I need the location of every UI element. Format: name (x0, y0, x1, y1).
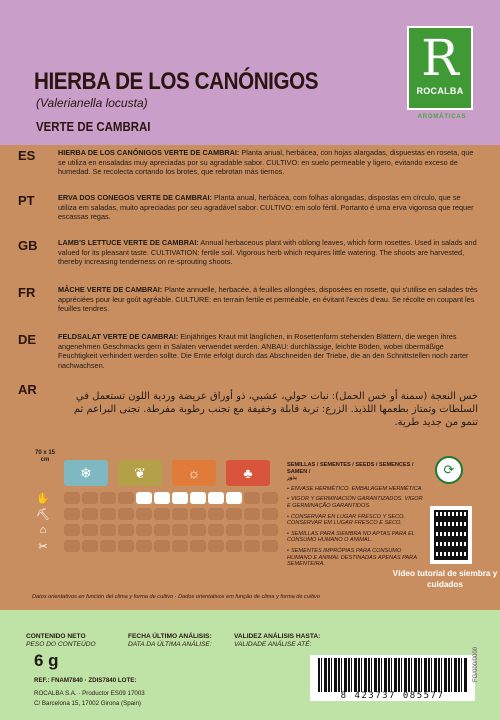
lang-heading: LAMB'S LETTUCE VERTE DE CAMBRAI: (58, 238, 199, 247)
leaf-icon: ❦ (118, 460, 162, 486)
calendar-cell (118, 540, 134, 552)
calendar-cell (262, 492, 278, 504)
side-code: FG/000/0000 (473, 646, 479, 682)
calendar-cell (64, 492, 80, 504)
calendar-cell (262, 508, 278, 520)
calendar-cell (262, 540, 278, 552)
calendar-cell (64, 540, 80, 552)
calendar-cell (118, 524, 134, 536)
calendar-cell (226, 540, 242, 552)
analysis-label (128, 633, 212, 648)
analysis-label-pt: DATA DA ÚLTIMA ANÁLISE: (128, 640, 212, 648)
calendar-cell (172, 540, 188, 552)
calendar-cell (244, 540, 260, 552)
net-weight: 6 g (34, 651, 59, 670)
greenhouse-icon: ⌂ (39, 524, 47, 536)
lang-text (58, 193, 478, 222)
lang-heading: ERVA DOS CONEGOS VERTE DE CAMBRAI: (58, 193, 212, 202)
brand-logo (407, 26, 473, 110)
lang-text (58, 148, 478, 177)
lang-body: Planta anual, herbácea, com folhas alongadas, dispostas em círculo, que se utiliza em saladas, muito apreciadas por seu agradável sabor. CULTIVO: em solo fértil. Portanto é uma erva vigorosa que requer escassas regas. (58, 193, 474, 222)
calendar-row (64, 524, 280, 536)
content-label-es: CONTENIDO NETO (26, 633, 86, 640)
calendar-cell (226, 508, 242, 520)
calendar-cell (154, 508, 170, 520)
product-title: HIERBA DE LOS CANÓNIGOS (34, 68, 319, 95)
seed-legend (287, 462, 427, 568)
qr-caption: Vídeo tutorial de siembra y cuidados (392, 569, 498, 589)
legend-item: • VIGOR Y GERMINACIÓN GARANTIZADOS. VIGOR E GERMINAÇÃO GARANTIDOS. (287, 496, 427, 509)
analysis-label-es: FECHA ÚLTIMO ANÁLISIS: (128, 633, 212, 640)
calendar-cell (100, 492, 116, 504)
calendar-cell (100, 508, 116, 520)
calendar-cell (136, 524, 152, 536)
lang-body: Annual herbaceous plant with oblong leaves, which form rosettes. Used in salads and valued for its pleasant taste. CULTIVATION: fertile soil. Vigorous herb which requires little watering. The shoots are harvested, thereby increasing tenderness on re-sprouting shoots. (58, 238, 477, 267)
lang-body: Einjähriges Kraut mit länglichen, in Rosettenform stehenden Blättern, die wegen ihres angenehmen Geschmacks gern in Salaten verwendet werden. ANBAU: durchlässige, leichte Böden, wobei übermäßige Feuchtigkeit verhindert werden sollte. Die Ernte erfolgt durch das Abschneiden der Triebe, die an den Schnittstellen noch zarter nachwachsen. (58, 332, 469, 371)
lang-body: Plante annuelle, herbacée, à feuilles allongées, disposées en rosette, qui s'utilise en salades très appréciées pour leur goût agréable. CULTURE: en terrain fertile et perméable, en évitant l'excès d'eau. Se récolte en coupant les feuilles tendres. (58, 285, 478, 314)
calendar-cell (190, 492, 206, 504)
calendar-cell (136, 508, 152, 520)
calendar-cell (100, 540, 116, 552)
calendar-cell (82, 524, 98, 536)
lang-text (58, 285, 478, 314)
barcode-bars (318, 658, 468, 692)
brand-name: ROCALBA (416, 86, 464, 96)
brand-subtitle: AROMÁTICAS (417, 114, 467, 120)
reference: REF.: FNAM7840 · ZDIS7840 LOTE: (34, 677, 137, 684)
snowflake-icon: ❄ (64, 460, 108, 486)
calendar-cell (154, 524, 170, 536)
company: ROCALBA S.A. · Productor ES09 17003 (34, 690, 145, 697)
lang-code: FR (18, 285, 36, 300)
calendar-cell (190, 508, 206, 520)
legend-item: • SEMILLAS PARA SIEMBRA NO APTAS PARA EL CONSUMO HUMANO O ANIMAL. (287, 531, 427, 544)
barcode (310, 655, 475, 701)
lang-code: PT (18, 193, 35, 208)
legend-heading-ar: بذور (287, 475, 297, 482)
lang-body: Planta anual, herbácea, con hojas alargadas, dispuestas en roseta, que se utiliza en ensaladas muy apreciadas por su agradable sabor. CULTIVO: en suelo permeable y ligero, evitando exceso de humedad. Se recolecta cortando los brotes, que rebrotan más tiernos. (58, 148, 474, 177)
calendar-cell (226, 492, 242, 504)
calendar-cell (226, 524, 242, 536)
validity-label-es: VALIDEZ ANÁLISIS HASTA: (234, 633, 321, 640)
content-label-pt: PESO DO CONTEÚDO (26, 640, 96, 648)
harvest-icon: ✂ (38, 540, 48, 553)
calendar-cell (172, 524, 188, 536)
calendar-row (64, 508, 280, 520)
lang-text: خس النعجة (سمنة أو خس الحمل): نبات حولي، عشبي، ذو أوراق عريضة وردية اللون تستعمل في السلطات وتمتاز بطعمها اللذيذ. الزرع: تربة قابلة وخفيفة مع تجنب رطوبة مفرطة. تجنى البراعم ثم تنمو من جديد طرية. (73, 391, 478, 428)
calendar-cell (82, 508, 98, 520)
legend-item: • CONSERVAR EN LUGAR FRESCO Y SECO. CONSERVAR EM LUGAR FRESCO E SECO. (287, 514, 427, 527)
latin-name: (Valerianella locusta) (36, 96, 148, 110)
calendar-cell (136, 492, 152, 504)
transplant-icon: ⛏ (36, 508, 50, 521)
logo-letter: R (421, 29, 459, 87)
calendar-cell (82, 540, 98, 552)
qr-code[interactable] (430, 506, 472, 564)
maple-leaf-icon: ♣ (226, 460, 270, 486)
barcode-number: 8 423737 085577 (340, 691, 445, 701)
address: C/ Barcelona 15, 17002 Girona (Spain) (34, 700, 141, 707)
calendar-cell (118, 492, 134, 504)
calendar-cell (244, 492, 260, 504)
validity-label-pt: VALIDADE ANÁLISE ATÉ: (234, 640, 312, 648)
calendar-cell (82, 492, 98, 504)
lang-code: GB (18, 238, 38, 253)
lang-heading: FELDSALAT VERTE DE CAMBRAI: (58, 332, 179, 341)
lang-text (58, 332, 478, 371)
calendar-cell (100, 524, 116, 536)
footnote: Datos orientativos en función del clima y forma de cultivo · Dados orientativos em função de clima y forma de cultivo (32, 594, 320, 600)
sowing-icon: ✋ (36, 492, 50, 505)
calendar-row (64, 540, 280, 552)
lang-code: DE (18, 332, 37, 347)
calendar-cell (136, 540, 152, 552)
lang-text (58, 238, 478, 267)
lang-heading: HIERBA DE LOS CANÓNIGOS VERTE DE CAMBRAI: (58, 148, 240, 157)
calendar-cell (208, 508, 224, 520)
calendar-cell (244, 524, 260, 536)
calendar-cell (64, 524, 80, 536)
content-label (26, 633, 96, 648)
calendar-cell (244, 508, 260, 520)
recycle-icon: ⟳ (435, 456, 463, 484)
calendar-cell (172, 508, 188, 520)
sun-icon: ☼ (172, 460, 216, 486)
calendar-cell (262, 524, 278, 536)
spacing-label: 70 x 15 cm (34, 450, 56, 463)
legend-heading: SEMILLAS / SEMENTES / SEEDS / SEMENCES / SAMEN / (287, 462, 414, 475)
calendar-cell (208, 492, 224, 504)
calendar-cell (154, 492, 170, 504)
growing-calendar (34, 450, 280, 588)
calendar-cell (154, 540, 170, 552)
calendar-cell (190, 540, 206, 552)
calendar-cell (172, 492, 188, 504)
calendar-cell (64, 508, 80, 520)
validity-label (234, 633, 320, 648)
calendar-row (64, 492, 280, 504)
legend-item: • ENVASE HERMÉTICO. EMBALAGEM HERMÉTICA. (287, 486, 427, 493)
lang-code: AR (18, 382, 37, 397)
calendar-cell (208, 540, 224, 552)
calendar-cell (190, 524, 206, 536)
calendar-cell (208, 524, 224, 536)
lang-heading: MÂCHE VERTE DE CAMBRAI: (58, 285, 163, 294)
variety-name: VERTE DE CAMBRAI (36, 119, 151, 134)
calendar-cell (118, 508, 134, 520)
legend-item: • SEMENTES IMPRÓPIAS PARA CONSUMO HUMANO E ANIMAL DESTINADAS APENAS PARA SEMENTEIRA. (287, 548, 427, 568)
lang-code: ES (18, 148, 36, 163)
